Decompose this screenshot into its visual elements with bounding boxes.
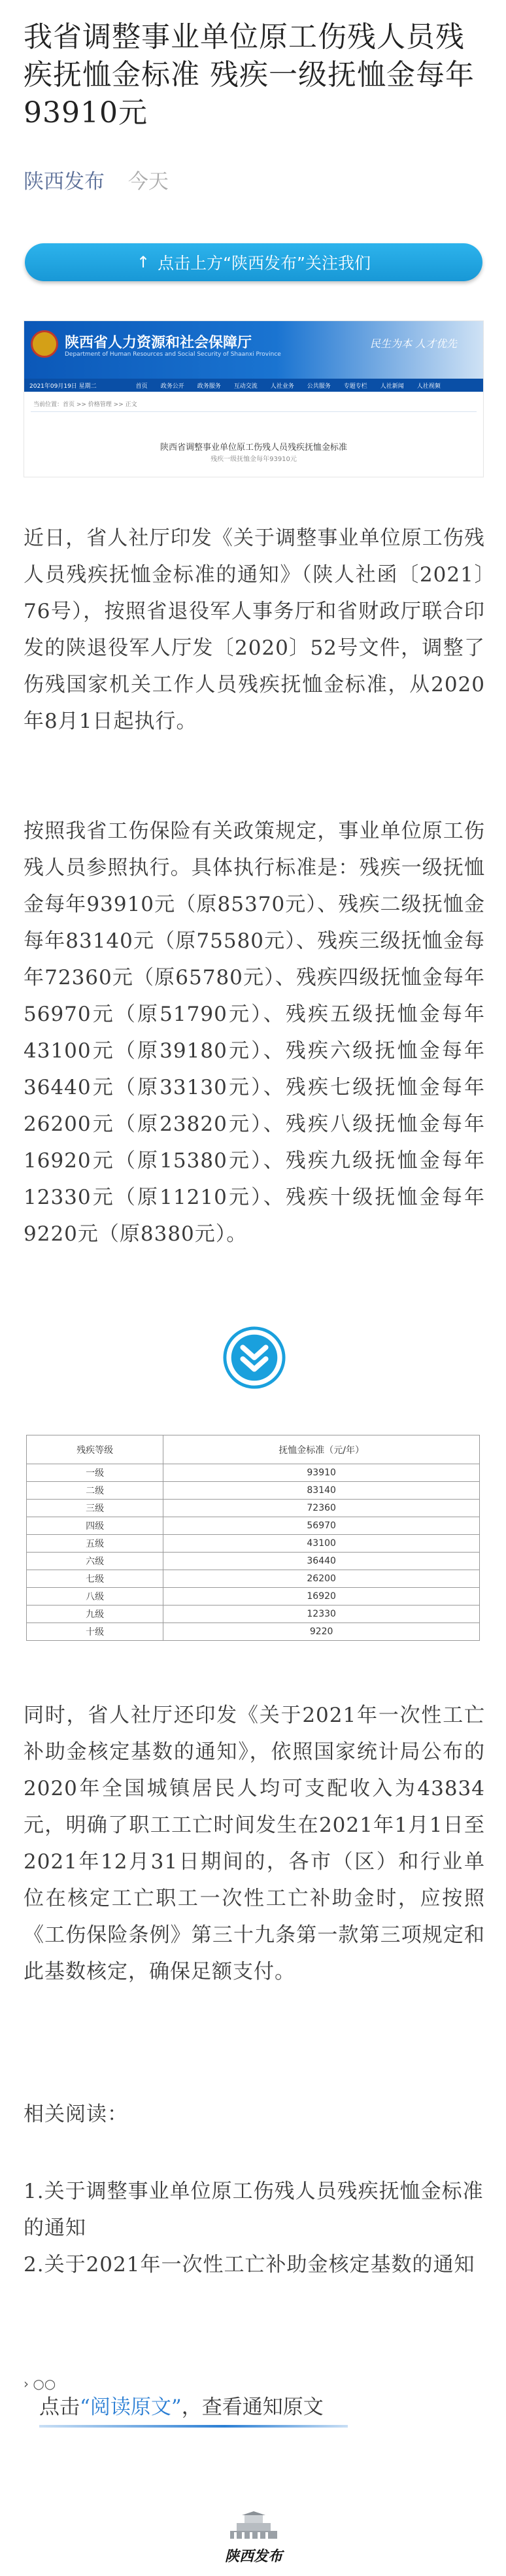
- body-paragraph: 近日，省人社厅印发《关于调整事业单位原工伤残人员残疾抚恤金标准的通知》（陕人社函〔2021〕76号），按照省退役军人事务厅和省财政厅联合印发的陕退役军人厅发〔2020〕52号文件，调整了伤残国家机关工作人员残疾抚恤金标准，从2020年8月1日起执行。: [24, 526, 485, 733]
- body-paragraph: 按照我省工伤保险有关政策规定，事业单位原工伤残人员参照执行。具体执行标准是：残疾一级抚恤金每年93910元（原85370元）、残疾二级抚恤金每年83140元（原75580元）、残疾三级抚恤金每年72360元（原65780元）、残疾四级抚恤金每年56970元（原51790元）、残疾五级抚恤金每年43100元（原39180元）、残疾六级抚恤金每年36440元（原33130元）、残疾七级抚恤金每年26200元（原23820元）、残疾八级抚恤金每年16920元（原15380元）、残疾九级抚恤金每年12330元（原11210元）、残疾十级抚恤金每年9220元（原8380元）。: [24, 819, 485, 1246]
- article-title: 我省调整事业单位原工伤残人员残疾抚恤金标准 残疾一级抚恤金每年93910元: [24, 20, 475, 129]
- read-hint-suffix: ，查看通知原文: [181, 2396, 324, 2419]
- national-emblem-icon: [31, 330, 58, 358]
- table-row: [27, 1535, 480, 1553]
- table-cell: 36440: [163, 1553, 480, 1570]
- table-cell: 二级: [27, 1482, 163, 1500]
- footer-logo: [216, 2511, 292, 2566]
- table-cell: 六级: [27, 1553, 163, 1570]
- follow-account-banner[interactable]: [25, 243, 482, 281]
- site-nav-item: 人社视频: [416, 383, 441, 390]
- related-reading-heading: 相关阅读：: [24, 2103, 128, 2126]
- site-nav-item: 专题专栏: [343, 383, 367, 390]
- table-cell: 十级: [27, 1623, 163, 1641]
- decorative-dots: › ○○: [24, 2376, 56, 2392]
- table-row: [27, 1500, 480, 1517]
- department-name-en: Department of Human Resources and Social Security of Shaanxi Province: [65, 351, 281, 358]
- table-cell: 26200: [163, 1570, 480, 1588]
- table-row: [27, 1482, 480, 1500]
- follow-banner-text: 点击上方“陕西发布”关注我们: [158, 254, 371, 273]
- building-icon: [228, 2511, 280, 2540]
- read-original-link[interactable]: “阅读原文”: [80, 2396, 182, 2419]
- table-cell: 八级: [27, 1588, 163, 1606]
- table-row: [27, 1464, 480, 1482]
- site-nav-bar: [24, 379, 483, 392]
- site-nav-item: 政务服务: [197, 383, 221, 390]
- table-header-row: [27, 1435, 480, 1464]
- table-cell: 一级: [27, 1464, 163, 1482]
- table-cell: 12330: [163, 1606, 480, 1623]
- table-cell: 16920: [163, 1588, 480, 1606]
- site-nav-item: 公共服务: [307, 383, 331, 390]
- table-cell: 9220: [163, 1623, 480, 1641]
- notice-doc-title: 陕西省调整事业单位原工伤残人员残疾抚恤金标准: [160, 443, 347, 453]
- table-cell: 93910: [163, 1464, 480, 1482]
- notice-screenshot-image: [24, 320, 484, 477]
- decorative-underline: [39, 2425, 348, 2428]
- pension-standard-table: [26, 1435, 480, 1641]
- read-hint-prefix: 点击: [39, 2396, 80, 2419]
- site-nav-item: 人社新闻: [380, 383, 404, 390]
- body-paragraph: 同时，省人社厅还印发《关于2021年一次性工亡补助金核定基数的通知》，依照国家统计局公布的2020年全国城镇居民人均可支配收入为43834元，明确了职工工亡时间发生在2021年1月1日至2021年12月31日期间的，各市（区）和行业单位在核定工亡职工一次性工亡补助金时，应按照《工伤保险条例》第三十九条第一款第三项规定和此基数核定，确保足额支付。: [24, 1704, 485, 1984]
- table-header-cell: 抚恤金标准（元/年）: [163, 1435, 480, 1464]
- article-meta: [24, 165, 169, 194]
- table-cell: 九级: [27, 1606, 163, 1623]
- site-nav-date: 2021年09月19日 星期二: [29, 383, 97, 390]
- site-breadcrumb: 当前位置：首页 >> 价格管理 >> 正文: [33, 402, 137, 408]
- table-cell: 七级: [27, 1570, 163, 1588]
- table-row: [27, 1588, 480, 1606]
- table-cell: 83140: [163, 1482, 480, 1500]
- table-cell: 56970: [163, 1517, 480, 1535]
- double-chevron-down-icon: [222, 1326, 286, 1390]
- site-nav-item: 人社业务: [270, 383, 294, 390]
- site-nav-item: 互动交流: [233, 383, 258, 390]
- table-header-cell: 残疾等级: [27, 1435, 163, 1464]
- site-slogan: 民生为本 人才优先: [369, 337, 457, 350]
- table-row: [27, 1570, 480, 1588]
- related-article-link[interactable]: 2.关于2021年一次性工亡补助金核定基数的通知: [24, 2253, 475, 2276]
- table-row: [27, 1606, 480, 1623]
- site-nav-item: 首页: [135, 383, 148, 390]
- table-cell: 72360: [163, 1500, 480, 1517]
- table-cell: 四级: [27, 1517, 163, 1535]
- notice-doc-subtitle: 残疾一级抚恤金每年93910元: [211, 456, 297, 463]
- table-row: [27, 1623, 480, 1641]
- account-name-link[interactable]: 陕西发布: [24, 170, 105, 194]
- table-cell: 三级: [27, 1500, 163, 1517]
- department-name: 陕西省人力资源和社会保障厅: [65, 335, 252, 351]
- site-banner: [24, 321, 483, 379]
- related-article-link[interactable]: 1.关于调整事业单位原工伤残人员残疾抚恤金标准的通知: [24, 2180, 484, 2240]
- publish-time: 今天: [127, 170, 169, 194]
- read-original-hint: [39, 2390, 324, 2420]
- footer-logo-text: 陕西发布: [224, 2548, 282, 2565]
- table-row: [27, 1517, 480, 1535]
- divider: [31, 411, 477, 412]
- table-row: [27, 1553, 480, 1570]
- site-nav-item: 政务公开: [160, 383, 184, 390]
- table-cell: 五级: [27, 1535, 163, 1553]
- table-cell: 43100: [163, 1535, 480, 1553]
- up-arrow-icon: ↑: [136, 253, 150, 271]
